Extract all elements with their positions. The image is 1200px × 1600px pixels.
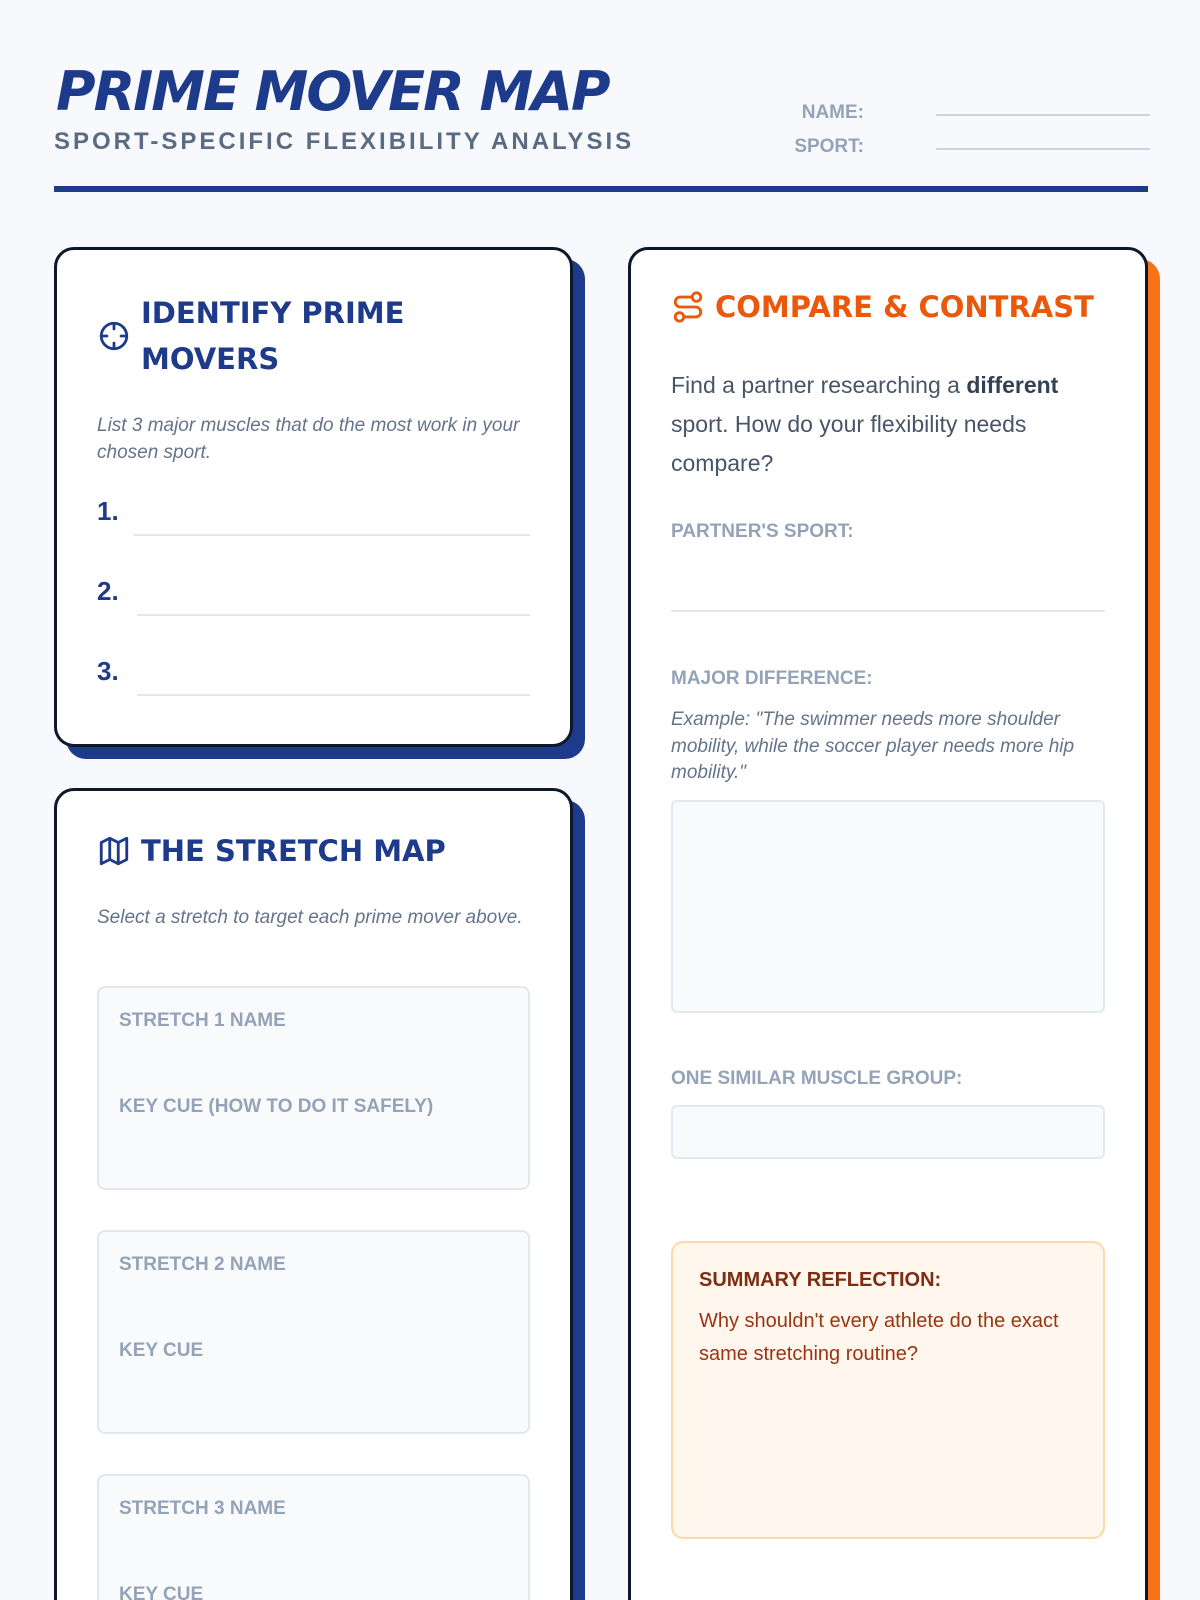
sport-field[interactable] <box>764 136 1150 160</box>
intro-text: sport. How do your flexibility needs compare? <box>671 411 1027 476</box>
major-difference-box[interactable] <box>671 800 1105 1013</box>
stretch-box[interactable] <box>97 986 530 1190</box>
crosshair-icon <box>97 319 131 353</box>
partner-sport-line[interactable] <box>671 610 1105 612</box>
stretch-map-card <box>54 788 573 1600</box>
key-cue-label: KEY CUE <box>119 1340 204 1361</box>
key-cue-label: KEY CUE (HOW TO DO IT SAFELY) <box>119 1096 434 1117</box>
prime-mover-line[interactable] <box>137 694 530 696</box>
stretch-box[interactable] <box>97 1474 530 1600</box>
prime-mover-row[interactable] <box>97 576 530 616</box>
key-cue-label: KEY CUE <box>119 1584 204 1600</box>
similar-muscle-label: ONE SIMILAR MUSCLE GROUP: <box>671 1068 963 1089</box>
name-line[interactable] <box>936 114 1150 116</box>
summary-reflection-box[interactable] <box>671 1241 1105 1539</box>
prime-mover-line[interactable] <box>137 614 530 616</box>
identify-instructions: List 3 major muscles that do the most work in your chosen sport. <box>97 415 520 463</box>
identify-card-header <box>97 290 441 382</box>
intro-emphasis: different <box>966 372 1059 398</box>
identify-prime-movers-card <box>54 247 573 747</box>
stretch-name-label: STRETCH 1 NAME <box>119 1010 286 1031</box>
stretch-box[interactable] <box>97 1230 530 1434</box>
sport-line[interactable] <box>936 148 1150 150</box>
sport-label: SPORT: <box>794 136 864 157</box>
compare-card-title: COMPARE & CONTRAST <box>715 290 1094 324</box>
prime-mover-number: 3. <box>97 656 119 686</box>
worksheet-header <box>54 52 1148 192</box>
name-field[interactable] <box>764 102 1150 126</box>
compare-contrast-card <box>628 247 1148 1600</box>
similar-muscle-input[interactable] <box>671 1105 1105 1159</box>
intro-text: Find a partner researching a <box>671 372 967 398</box>
stretch-name-label: STRETCH 3 NAME <box>119 1498 286 1519</box>
stretch-name-label: STRETCH 2 NAME <box>119 1254 286 1275</box>
route-icon <box>671 290 705 324</box>
name-label: NAME: <box>801 102 864 123</box>
partner-sport-label: PARTNER'S SPORT: <box>671 521 854 542</box>
page-title: PRIME MOVER MAP <box>56 60 609 123</box>
prime-mover-number: 1. <box>97 496 119 526</box>
header-divider <box>54 186 1148 192</box>
map-icon <box>97 834 131 868</box>
summary-label: SUMMARY REFLECTION: <box>699 1269 942 1291</box>
major-difference-example: Example: "The swimmer needs more shoulder mobility, while the soccer player needs more hip mobility." <box>671 709 1075 783</box>
stretch-map-instructions: Select a stretch to target each prime mover above. <box>97 907 523 928</box>
prime-mover-row[interactable] <box>97 656 530 696</box>
prime-mover-number: 2. <box>97 576 119 606</box>
identify-card-title: IDENTIFY PRIME MOVERS <box>141 296 405 376</box>
prime-mover-row[interactable] <box>97 496 530 536</box>
summary-question: Why shouldn't every athlete do the exact same stretching routine? <box>699 1310 1059 1365</box>
page-subtitle: SPORT-SPECIFIC FLEXIBILITY ANALYSIS <box>54 128 635 155</box>
prime-mover-line[interactable] <box>133 534 530 536</box>
major-difference-label: MAJOR DIFFERENCE: <box>671 668 873 689</box>
compare-intro <box>671 366 1105 483</box>
stretch-map-header <box>97 828 446 874</box>
compare-card-header <box>671 284 1094 330</box>
stretch-map-title: THE STRETCH MAP <box>141 834 446 868</box>
